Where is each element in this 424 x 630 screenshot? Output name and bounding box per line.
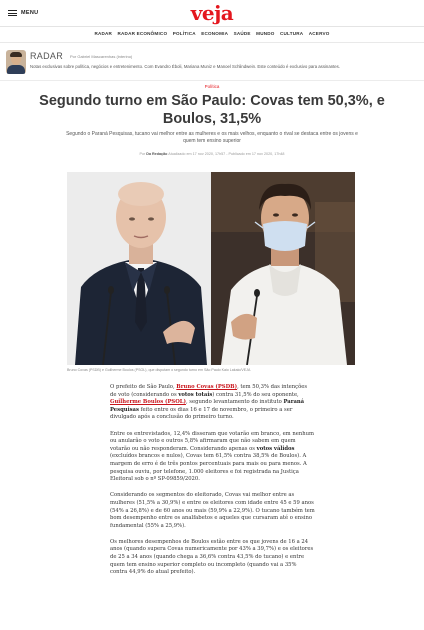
link-guilherme-boulos[interactable]: Guilherme Boulos (PSOL) <box>110 399 186 406</box>
nav-item-mundo[interactable]: MUNDO <box>256 31 275 36</box>
photo-guilherme-boulos <box>211 172 355 365</box>
photo-caption: Bruno Covas (PSDB) e Guilherme Boulos (PSOL), que disputam o segundo turno em São Paulo Kaio Lakaio/VEJA <box>67 368 251 372</box>
nav-item-saude[interactable]: SAÚDE <box>233 31 251 36</box>
section-divider <box>0 80 424 81</box>
nav-item-acervo[interactable]: ACERVO <box>308 31 330 36</box>
section-label[interactable]: Política <box>204 84 220 89</box>
main-nav <box>0 31 424 36</box>
paragraph-3: Considerando os segmentos do eleitorado, Covas vai melhor entre as mulheres (51,5% a 30,9%) e entre os eleitores com idade entre 45 e 59 anos (54% a 26,8%) e de 60 anos ou mais (59,9% a 22,9%). O tucano também tem bom desempenho entre os analfabetos e aqueles que cursaram até o ensino fundamental (55% a 25,9%). <box>110 492 315 529</box>
columnist-author: Por Gabriel Mascarenhas (interino) <box>70 54 133 59</box>
nav-divider <box>0 42 424 43</box>
nav-item-cultura[interactable]: CULTURA <box>280 31 304 36</box>
photo-bruno-covas <box>67 172 211 365</box>
byline-author[interactable]: Da Redação <box>146 152 168 156</box>
paragraph-2: Entre os entrevistados, 12,4% disseram que votarão em branco, em nenhum ou anularão o voto e outros 5,8% afirmaram que não sabem em quem votarão ou não responderam. Considerando apenas os votos válidos (excluídos brancos e nulos), Covas tem 61,5% contra 38,5% de Boulos). A margem de erro é de três pontos percentuais para mais ou para menos. A pesquisa ouviu, por telefone, 1.000 eleitores e foi registrada na Justiça Eleitoral sob o nº SP-09859/2020. <box>110 430 314 483</box>
nav-item-radar[interactable]: RADAR <box>94 31 113 36</box>
article-byline: Por Da Redação Atualizado em 17 nov 2020, 17h57 - Publicado em 17 nov 2020, 17h48 <box>139 152 285 156</box>
paragraph-4: Os melhores desempenhos de Boulos estão entre os que jovens de 16 a 24 anos (quando supera Covas numericamente por 43% a 39,7%) e os eleitores de 25 a 34 anos (quando chega a 36,6% contra 43,5% do tucano) e entre quem tem ensino superior completo ou incompleto (quando vai a 35% contra 44,9% do atual prefeito). <box>110 538 314 576</box>
paragraph-1: O prefeito de São Paulo, Bruno Covas (PSDB), tem 50,3% das intenções de voto (considerando os votos totais) contra 31,5% do seu oponente, Guilherme Boulos (PSOL), segundo levantamento do instituto Paraná Pesquisas feito entre os dias 16 e 17 de novembro, o primeiro a ser divulgado após a conclusão do primeiro turno. <box>110 384 308 421</box>
menu-button[interactable] <box>8 10 38 16</box>
byline-dates: Atualizado em 17 nov 2020, 17h57 - Publicado em 17 nov 2020, 17h48 <box>168 152 285 156</box>
menu-label: MENU <box>21 10 39 16</box>
columnist-avatar[interactable] <box>6 50 26 74</box>
link-bruno-covas[interactable]: Bruno Covas (PSDB) <box>176 384 238 390</box>
article-photo <box>67 172 355 365</box>
nav-item-radar-economico[interactable]: RADAR ECONÔMICO <box>117 31 168 36</box>
veja-logo[interactable]: veja <box>190 1 234 25</box>
columnist-header <box>6 50 418 76</box>
columnist-name[interactable]: RADAR <box>30 51 64 61</box>
article-headline: Segundo turno em São Paulo: Covas tem 50,3%, e Boulos, 31,5% <box>39 93 385 127</box>
article-subhead: Segundo o Paraná Pesquisas, tucano vai melhor entre as mulheres e os mais velhos, enquanto o rival se destaca entre os jovens e quem tem ensino superior <box>66 131 358 145</box>
top-bar <box>0 0 424 27</box>
columnist-description: Notas exclusivas sobre política, negócios e entretenimento. Com Evandro Éboli, Mariana Muniz e Manoel Schlindwein. Este conteúdo é exclusivo para assinantes. <box>30 64 341 69</box>
nav-item-politica[interactable]: POLÍTICA <box>172 31 196 36</box>
article-body <box>110 384 315 585</box>
nav-item-economia[interactable]: ECONOMIA <box>201 31 229 36</box>
hamburger-icon <box>8 10 17 16</box>
